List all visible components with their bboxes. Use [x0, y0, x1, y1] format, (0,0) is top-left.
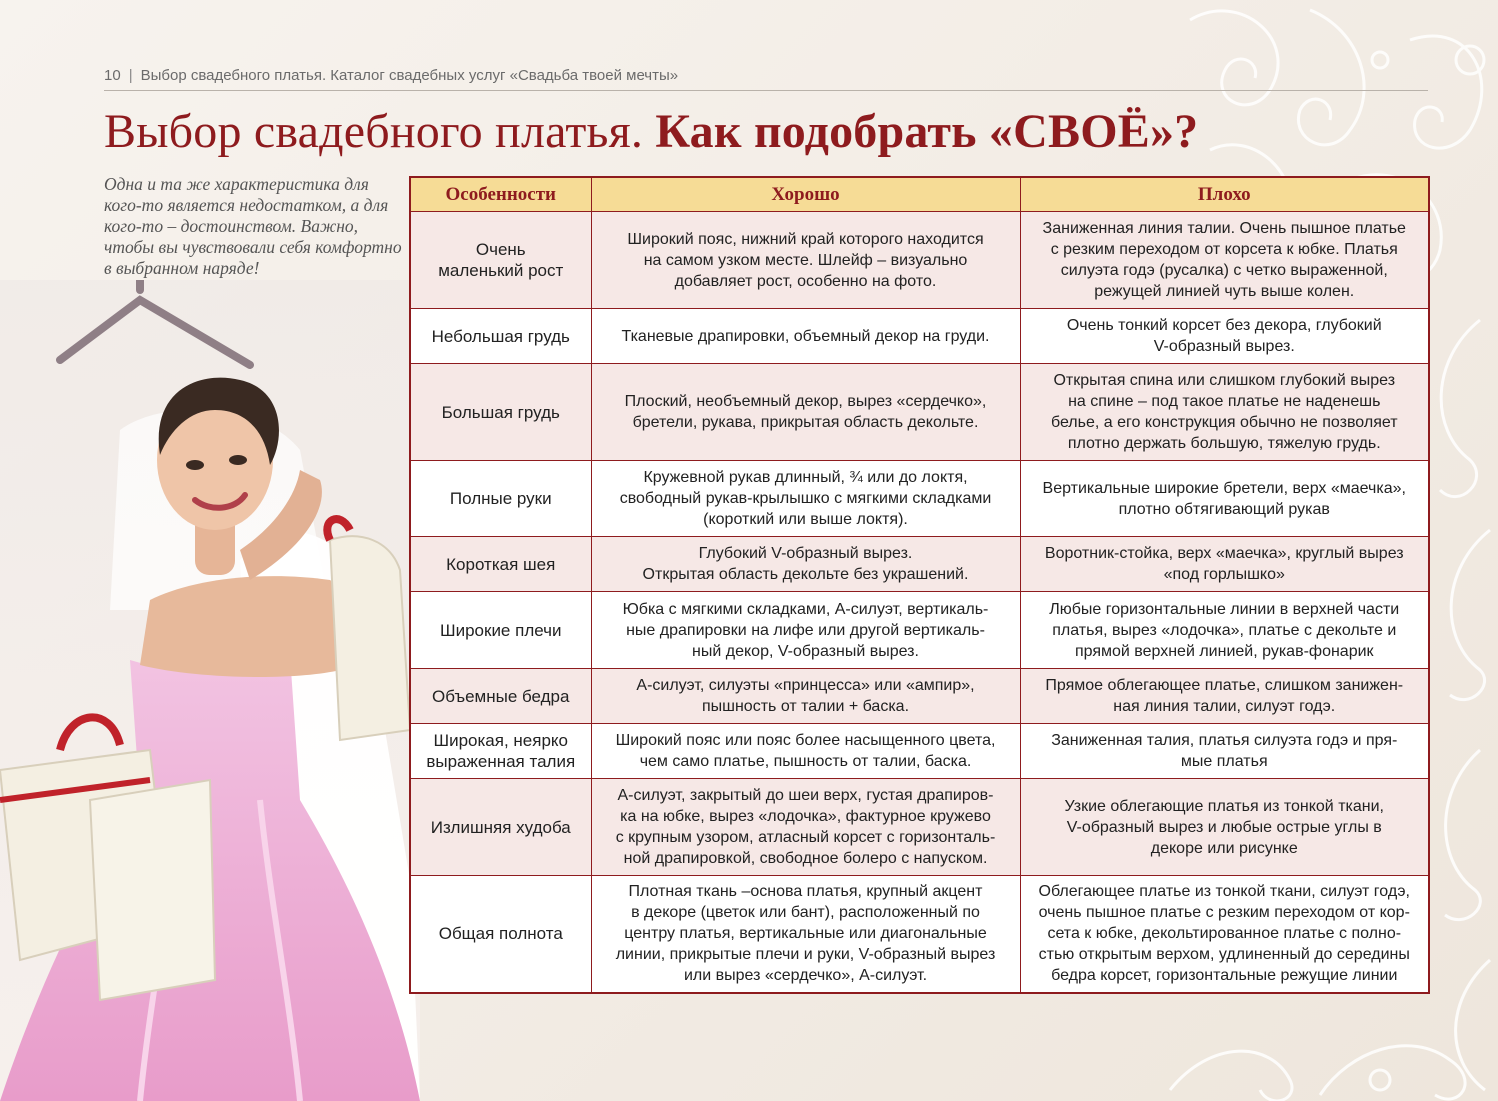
good-cell: А-силуэт, закрытый до шеи верх, густая драпиров- ка на юбке, вырез «лодочка», фактурное кружево с крупным узором, атласный корсет с горизонталь- ной драпировкой, свободное болеро с напуском. [591, 779, 1020, 876]
table-row [410, 669, 1429, 724]
good-cell: Плоский, необъемный декор, вырез «сердечко», бретели, рукава, прикрытая область декольте. [591, 364, 1020, 461]
good-cell: Плотная ткань –основа платья, крупный акцент в декоре (цветок или бант), расположенный по центру платья, вертикальные или диагональные линии, прикрытые плечи и руки, V-образный вырез или вырез «сердечко», А-силуэт. [591, 876, 1020, 993]
feature-cell: Излишняя худоба [410, 779, 591, 876]
good-cell: А-силуэт, силуэты «принцесса» или «ампир», пышность от талии + баска. [591, 669, 1020, 724]
page-title [104, 104, 1198, 159]
feature-cell: Полные руки [410, 461, 591, 537]
table-row [410, 876, 1429, 993]
good-cell: Кружевной рукав длинный, ¾ или до локтя, свободный рукав-крылышко с мягкими складками (короткий или выше локтя). [591, 461, 1020, 537]
table-row [410, 461, 1429, 537]
running-title: Выбор свадебного платья. Каталог свадебных услуг «Свадьба твоей мечты» [140, 67, 679, 84]
page-title-regular: Выбор свадебного платья. [104, 105, 644, 158]
bride-photo [0, 280, 420, 1101]
table-row [410, 309, 1429, 364]
table-row [410, 537, 1429, 592]
table-row [410, 212, 1429, 309]
feature-cell: Широкая, неярко выраженная талия [410, 724, 591, 779]
table-row [410, 779, 1429, 876]
table-header-row [410, 177, 1429, 212]
intro-text: Одна и та же характеристика для кого-то является недостатком, а для кого-то – достоинством. Важно, чтобы вы чувствовали себя комфортно в выбранном наряде! [104, 174, 402, 278]
good-cell: Широкий пояс или пояс более насыщенного цвета, чем само платье, пышность от талии, баска. [591, 724, 1020, 779]
header-good: Хорошо [591, 177, 1020, 212]
bad-cell: Воротник-стойка, верх «маечка», круглый вырез «под горлышко» [1020, 537, 1429, 592]
feature-cell: Объемные бедра [410, 669, 591, 724]
good-cell: Глубокий V-образный вырез. Открытая область декольте без украшений. [591, 537, 1020, 592]
table-row [410, 364, 1429, 461]
bad-cell: Вертикальные широкие бретели, верх «маечка», плотно обтягивающий рукав [1020, 461, 1429, 537]
feature-cell: Большая грудь [410, 364, 591, 461]
header-separator: | [128, 67, 133, 84]
floral-ornament-corner [1150, 1000, 1498, 1101]
bad-cell: Любые горизонтальные линии в верхней части платья, вырез «лодочка», платье с декольте и прямой верхней линией, рукав-фонарик [1020, 592, 1429, 669]
floral-ornament-bottom [1420, 300, 1498, 1101]
feature-cell: Короткая шея [410, 537, 591, 592]
header-features: Особенности [410, 177, 591, 212]
page-title-bold: Как подобрать «СВОЁ»? [655, 105, 1199, 158]
bad-cell: Заниженная линия талии. Очень пышное платье с резким переходом от корсета к юбке. Платья силуэта годэ (русалка) с четко выраженной, режущей линией чуть выше колен. [1020, 212, 1429, 309]
feature-cell: Очень маленький рост [410, 212, 591, 309]
bad-cell: Облегающее платье из тонкой ткани, силуэт годэ, очень пышное платье с резким переходом от кор- сета к юбке, декольтированное платье с полно- стью открытым верхом, удлиненный до середины бедра корсет, горизонтальные режущие линии [1020, 876, 1429, 993]
bad-cell: Очень тонкий корсет без декора, глубокий V-образный вырез. [1020, 309, 1429, 364]
feature-cell: Широкие плечи [410, 592, 591, 669]
table-row [410, 592, 1429, 669]
comparison-table [409, 176, 1430, 994]
page-number: 10 [104, 67, 121, 84]
header-bad: Плохо [1020, 177, 1429, 212]
good-cell: Широкий пояс, нижний край которого находится на самом узком месте. Шлейф – визуально добавляет рост, особенно на фото. [591, 212, 1020, 309]
bad-cell: Заниженная талия, платья силуэта годэ и пря- мые платья [1020, 724, 1429, 779]
good-cell: Юбка с мягкими складками, А-силуэт, вертикаль- ные драпировки на лифе или другой вертикаль- ный декор, V-образный вырез. [591, 592, 1020, 669]
feature-cell: Общая полнота [410, 876, 591, 993]
running-header [104, 67, 1428, 91]
bad-cell: Прямое облегающее платье, слишком занижен- ная линия талии, силуэт годэ. [1020, 669, 1429, 724]
table-row [410, 724, 1429, 779]
good-cell: Тканевые драпировки, объемный декор на груди. [591, 309, 1020, 364]
feature-cell: Небольшая грудь [410, 309, 591, 364]
bad-cell: Открытая спина или слишком глубокий вырез на спине – под такое платье не наденешь белье, а его конструкция обычно не позволяет плотно держать большую, тяжелую грудь. [1020, 364, 1429, 461]
bad-cell: Узкие облегающие платья из тонкой ткани, V-образный вырез и любые острые углы в декоре или рисунке [1020, 779, 1429, 876]
